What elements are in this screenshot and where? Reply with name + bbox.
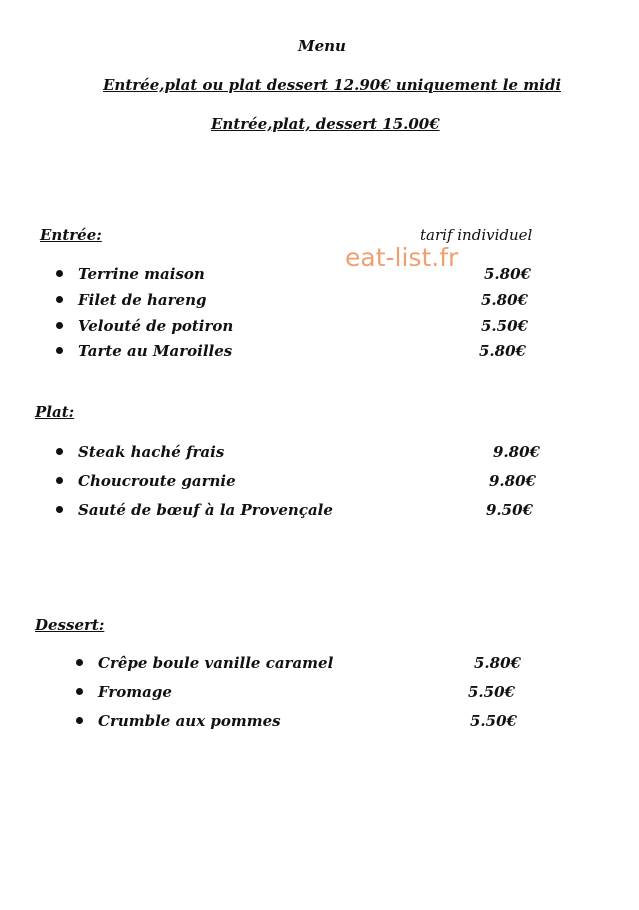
bullet-icon — [56, 347, 63, 354]
bullet-icon — [56, 506, 63, 513]
item-price: 5.50€ — [481, 317, 528, 335]
formula-full: Entrée,plat, dessert 15.00€ — [211, 115, 440, 133]
list-item — [56, 317, 233, 335]
list-item — [56, 265, 205, 283]
item-name: Tarte au Maroilles — [78, 342, 233, 360]
item-price: 5.80€ — [474, 654, 521, 672]
list-item — [56, 342, 232, 360]
menu-title: Menu — [298, 37, 346, 55]
item-name: Crêpe boule vanille caramel — [98, 654, 334, 672]
item-price: 9.80€ — [493, 443, 540, 461]
item-price: 9.50€ — [486, 501, 533, 519]
item-name: Sauté de bœuf à la Provençale — [78, 501, 333, 519]
bullet-icon — [76, 717, 83, 724]
section-title-dessert: Dessert: — [35, 616, 105, 634]
bullet-icon — [56, 296, 63, 303]
bullet-icon — [56, 448, 63, 455]
section-title-plat: Plat: — [35, 403, 75, 421]
list-item — [56, 291, 206, 309]
list-item — [56, 472, 236, 490]
bullet-icon — [56, 270, 63, 277]
tarif-label: tarif individuel — [420, 226, 533, 244]
list-item — [76, 683, 172, 701]
item-name: Filet de hareng — [78, 291, 207, 309]
bullet-icon — [56, 477, 63, 484]
watermark-logo: eat-list.fr — [345, 243, 459, 272]
item-price: 5.50€ — [470, 712, 517, 730]
item-name: Velouté de potiron — [78, 317, 234, 335]
item-price: 5.80€ — [481, 291, 528, 309]
item-name: Crumble aux pommes — [98, 712, 281, 730]
list-item — [76, 654, 333, 672]
bullet-icon — [56, 322, 63, 329]
list-item — [56, 443, 224, 461]
item-price: 5.80€ — [484, 265, 531, 283]
section-title-entree: Entrée: — [40, 226, 102, 244]
list-item — [56, 501, 333, 519]
item-name: Terrine maison — [78, 265, 205, 283]
item-name: Steak haché frais — [78, 443, 225, 461]
item-name: Choucroute garnie — [78, 472, 236, 490]
formula-midi: Entrée,plat ou plat dessert 12.90€ uniquement le midi — [103, 76, 562, 94]
bullet-icon — [76, 688, 83, 695]
item-name: Fromage — [98, 683, 172, 701]
item-price: 9.80€ — [489, 472, 536, 490]
item-price: 5.50€ — [468, 683, 515, 701]
list-item — [76, 712, 281, 730]
bullet-icon — [76, 659, 83, 666]
item-price: 5.80€ — [479, 342, 526, 360]
